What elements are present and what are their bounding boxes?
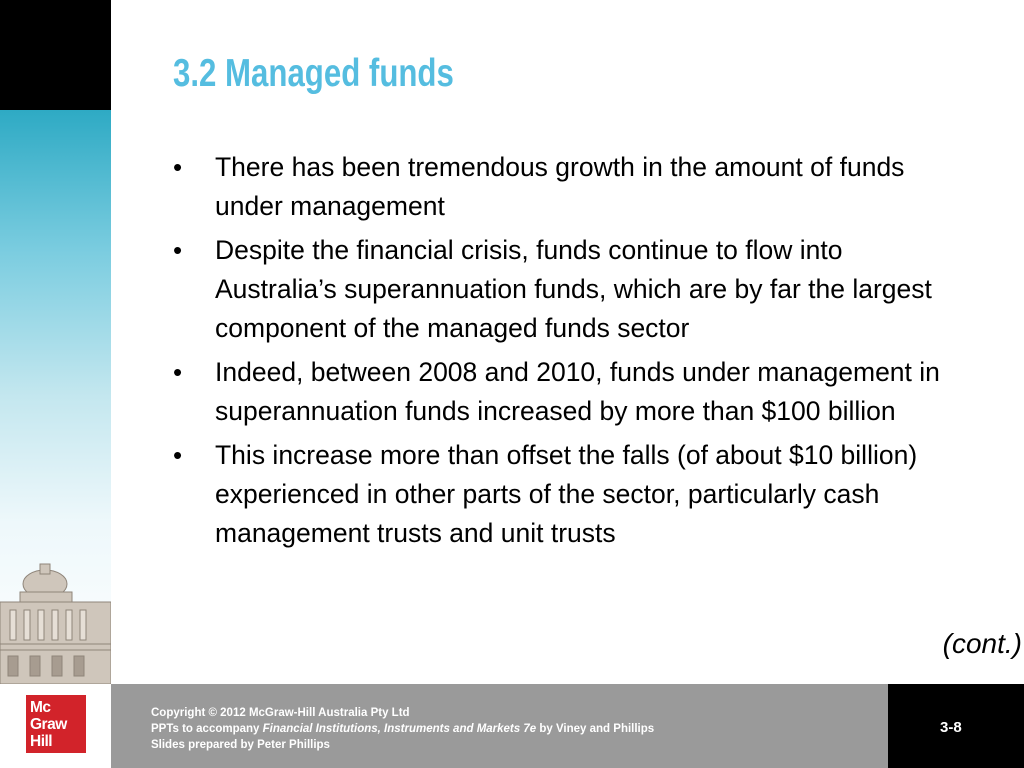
bullet-list	[170, 148, 970, 558]
bullet-item	[170, 436, 970, 553]
bullet-item	[170, 231, 970, 348]
ppt-prefix: PPTs to accompany	[151, 723, 263, 735]
bullet-item	[170, 148, 970, 226]
footer-credits	[151, 705, 654, 753]
building-illustration	[0, 544, 111, 684]
mcgraw-hill-logo	[26, 695, 86, 753]
bullet-icon: •	[173, 152, 183, 182]
sidebar-black-block	[0, 0, 111, 110]
logo-line: Mc	[30, 698, 51, 716]
page-number: 3-8	[940, 719, 962, 736]
bullet-text: There has been tremendous growth in the amount of funds under management	[215, 152, 905, 221]
copyright-text: Copyright © 2012 McGraw-Hill Australia Pty Ltd	[151, 707, 410, 719]
bullet-item	[170, 353, 970, 431]
bullet-text: This increase more than offset the falls (of about $10 billion) experienced in other parts of the sector, particularly cash management trusts and unit trusts	[215, 440, 918, 548]
continued-label: (cont.)	[942, 628, 1022, 659]
slide-title: 3.2 Managed funds	[173, 52, 454, 95]
logo-line: Graw	[30, 715, 67, 733]
ppt-attribution	[151, 721, 654, 737]
prepared-by-text: Slides prepared by Peter Phillips	[151, 739, 330, 751]
bullet-icon: •	[173, 357, 183, 387]
ppt-suffix: by Viney and Phillips	[536, 723, 655, 735]
logo-line: Hill	[30, 732, 53, 750]
sidebar-gradient	[0, 110, 111, 684]
bullet-icon: •	[173, 440, 183, 470]
bullet-text: Despite the financial crisis, funds continue to flow into Australia’s superannuation funds, which are by far the largest component of the managed funds sector	[215, 235, 932, 343]
bullet-icon: •	[173, 235, 183, 265]
book-title: Financial Institutions, Instruments and Markets 7e	[262, 723, 537, 735]
bullet-text: Indeed, between 2008 and 2010, funds under management in superannuation funds increased by more than $100 billion	[215, 357, 940, 426]
